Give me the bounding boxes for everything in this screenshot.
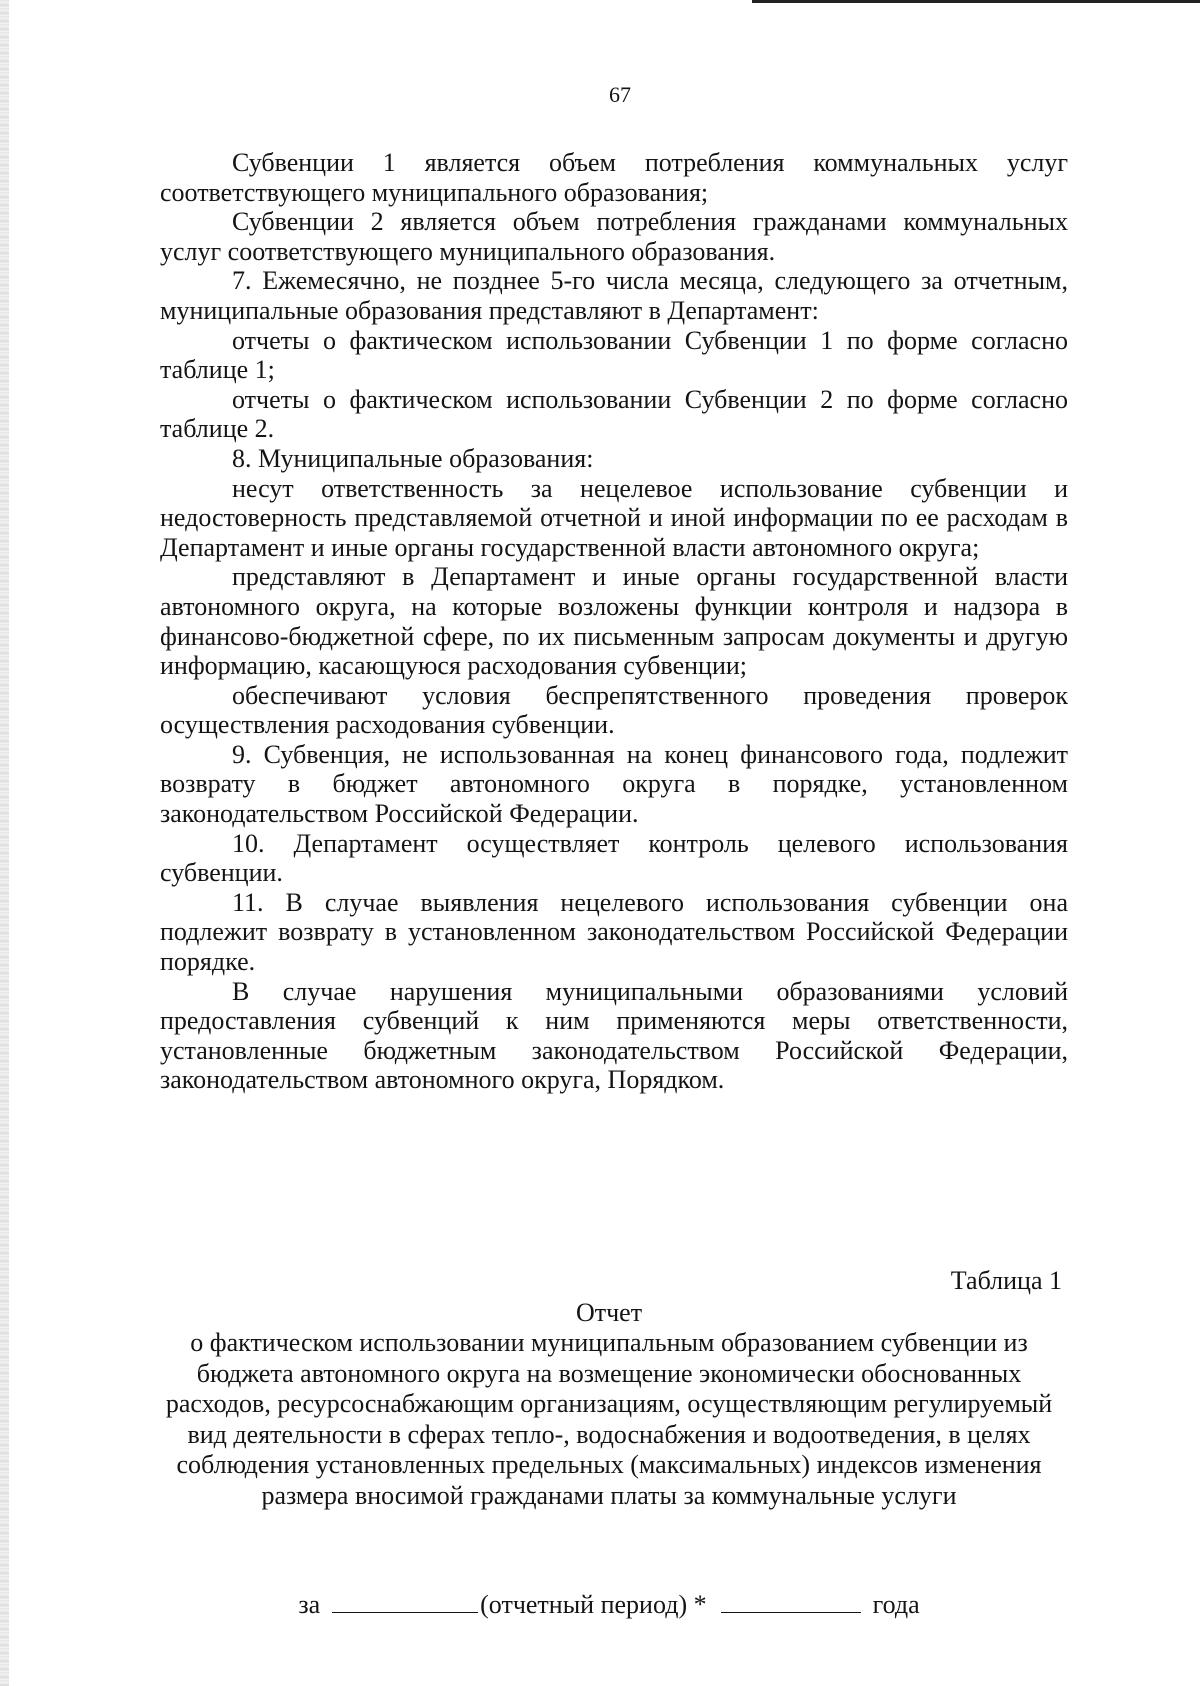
paragraph: обеспечивают условия беспрепятственного проведения проверок осуществления расходования субвенции. bbox=[160, 680, 1068, 740]
paragraph: Субвенции 1 является объем потребления коммунальных услуг соответствующего муниципального образования; bbox=[160, 148, 1068, 207]
body-text bbox=[160, 148, 1068, 1095]
report-title: Отчет bbox=[575, 1298, 643, 1327]
paragraph: несут ответственность за нецелевое использование субвенции и недостоверность представляемой отчетной и иной информации по ее расходам в Департамент и иные органы государственной власти автономного округа; bbox=[160, 473, 1068, 562]
paragraph: отчеты о фактическом использовании Субвенции 2 по форме согласно таблице 2. bbox=[160, 384, 1068, 444]
scan-edge bbox=[0, 0, 9, 1686]
table-caption: Таблица 1 bbox=[950, 1266, 1062, 1295]
paragraph: 8. Муниципальные образования: bbox=[232, 443, 594, 473]
paragraph: 7. Ежемесячно, не позднее 5-го числа месяца, следующего за отчетным, муниципальные образования представляют в Департамент: bbox=[160, 266, 1068, 325]
period-label: (отчетный период) * bbox=[480, 1590, 707, 1619]
paragraph: В случае нарушения муниципальными образованиями условий предоставления субвенций к ним применяются меры ответственности, установленные бюджетным законодательством Российской Федерации, законодательством автономного округа, Порядком. bbox=[160, 976, 1068, 1095]
year-blank-field bbox=[721, 1592, 861, 1613]
paragraph: представляют в Департамент и иные органы государственной власти автономного округа, на которые возложены функции контроля и надзора в финансово-бюджетной сфере, по их письменным запросам документы и другую информацию, касающуюся расходования субвенции; bbox=[160, 562, 1068, 681]
paragraph: Субвенции 2 является объем потребления гражданами коммунальных услуг соответствующего муниципального образования. bbox=[160, 207, 1068, 266]
reporting-period-line bbox=[150, 1590, 1068, 1620]
period-blank-field bbox=[332, 1592, 478, 1613]
paragraph: 9. Субвенция, не использованная на конец финансового года, подлежит возврату в бюджет автономного округа в порядке, установленном законодательством Российской Федерации. bbox=[160, 739, 1068, 829]
paragraph: отчеты о фактическом использовании Субвенции 1 по форме согласно таблице 1; bbox=[160, 325, 1068, 385]
top-rule bbox=[752, 0, 1200, 3]
report-description: о фактическом использовании муниципальным образованием субвенции из бюджета автономного округа на возмещение экономически обоснованных расходов, ресурсоснабжающим организациям, осуществляющим регулируемый вид деятельности в сферах тепло-, водоснабжения и водоотведения, в целях соблюдения установленных предельных (максимальных) индексов изменения размера вносимой гражданами платы за коммунальные услуги bbox=[165, 1328, 1053, 1510]
period-prefix: за bbox=[298, 1590, 321, 1619]
paragraph: 11. В случае выявления нецелевого использования субвенции она подлежит возврату в установленном законодательством Российской Федерации порядке. bbox=[160, 887, 1068, 977]
paragraph: 10. Департамент осуществляет контроль целевого использования субвенции. bbox=[160, 828, 1068, 888]
page-number: 67 bbox=[609, 82, 631, 107]
period-suffix: года bbox=[872, 1590, 920, 1619]
